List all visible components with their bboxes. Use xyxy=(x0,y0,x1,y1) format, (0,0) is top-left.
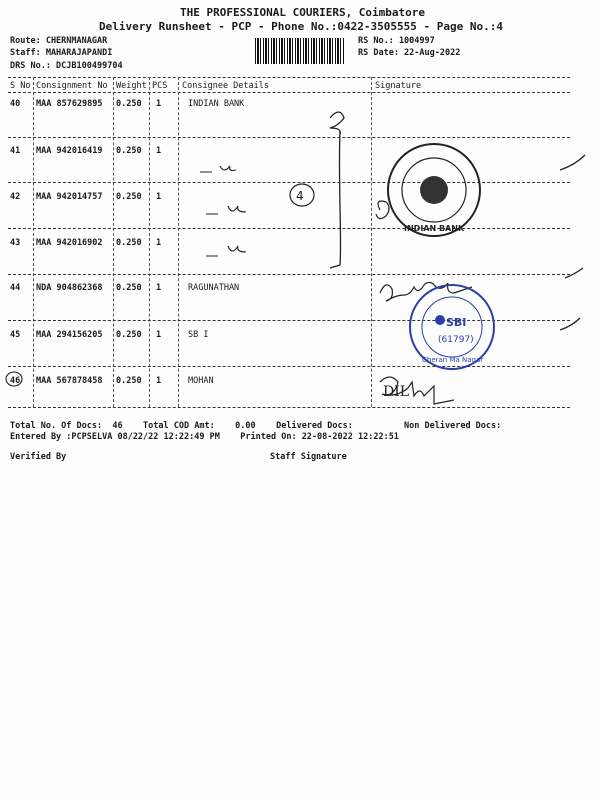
row-consignee: MOHAN xyxy=(188,376,214,386)
bank-stamp-text: INDIAN BANK xyxy=(404,224,465,233)
rs-number: RS No.: 1004997 xyxy=(358,36,435,46)
company-title: THE PROFESSIONAL COURIERS, Coimbatore xyxy=(180,6,426,19)
row-weight: 0.250 xyxy=(116,376,142,386)
tick-mark xyxy=(565,268,583,278)
row-sno: 41 xyxy=(10,146,21,156)
signature-scribble xyxy=(376,201,389,219)
row-pcs: 1 xyxy=(156,99,162,109)
row-sno: 46 xyxy=(10,376,21,386)
row-consignee: RAGUNATHAN xyxy=(188,283,240,293)
row-consignment: MAA 857629895 xyxy=(36,99,103,109)
row-consignment: MAA 942016419 xyxy=(36,146,103,156)
row-consignee: SB I xyxy=(188,330,209,340)
row-sno: 45 xyxy=(10,330,21,340)
drs-number: DRS No.: DCJB100499704 xyxy=(10,61,123,71)
staff-signature-label: Staff Signature xyxy=(270,452,347,462)
indian-bank-stamp xyxy=(388,144,480,236)
row-consignee: INDIAN BANK xyxy=(188,99,245,109)
row-weight: 0.250 xyxy=(116,99,142,109)
entered-by-line: Entered By :PCPSELVA 08/22/22 12:22:49 PM Printed On: 22-08-2022 12:22:51 xyxy=(10,432,399,442)
col-sno: S No xyxy=(10,81,31,91)
col-pcs: PCS xyxy=(152,81,168,91)
runsheet-title: Delivery Runsheet - PCP - Phone No.:0422-3505555 - Page No.:4 xyxy=(99,20,503,33)
row-weight: 0.250 xyxy=(116,192,142,202)
signature-scribble xyxy=(330,112,344,134)
row-weight: 0.250 xyxy=(116,283,142,293)
handwritten-dil: DIL xyxy=(383,384,410,400)
row-sno: 40 xyxy=(10,99,21,109)
col-consignee: Consignee Details xyxy=(182,81,269,91)
row-pcs: 1 xyxy=(156,238,162,248)
row-sno: 43 xyxy=(10,238,21,248)
rs-date: RS Date: 22-Aug-2022 xyxy=(358,48,461,58)
row-weight: 0.250 xyxy=(116,330,142,340)
tick-mark xyxy=(560,318,580,330)
dash-mark xyxy=(206,206,246,214)
row-sno: 42 xyxy=(10,192,21,202)
sbi-stamp xyxy=(410,285,494,369)
col-signature: Signature xyxy=(375,81,422,91)
row-consignment: MAA 942014757 xyxy=(36,192,103,202)
row-pcs: 1 xyxy=(156,330,162,340)
dash-mark xyxy=(206,246,246,256)
col-weight: Weight xyxy=(116,81,147,91)
route-label: Route: CHERNMANAGAR xyxy=(10,36,108,46)
sbi-stamp-branch: Cheran Ma Nagar xyxy=(422,356,484,364)
row-consignment: NDA 904862368 xyxy=(36,283,103,293)
row-pcs: 1 xyxy=(156,192,162,202)
verified-by-label: Verified By xyxy=(10,452,67,462)
sbi-stamp-code: (61797) xyxy=(438,335,474,345)
row-pcs: 1 xyxy=(156,283,162,293)
handwritten-circle-number: 4 xyxy=(296,189,304,203)
row-sno: 44 xyxy=(10,283,21,293)
row-weight: 0.250 xyxy=(116,146,142,156)
row-weight: 0.250 xyxy=(116,238,142,248)
row-pcs: 1 xyxy=(156,146,162,156)
dash-mark xyxy=(200,166,236,172)
col-consignment: Consignment No xyxy=(36,81,108,91)
staff-label: Staff: MAHARAJAPANDI xyxy=(10,48,113,58)
sbi-stamp-text: SBI xyxy=(446,316,467,329)
row-consignment: MAA 942016902 xyxy=(36,238,103,248)
row-consignment: MAA 294156205 xyxy=(36,330,103,340)
tick-mark xyxy=(560,155,585,170)
row-pcs: 1 xyxy=(156,376,162,386)
row-consignment: MAA 567878458 xyxy=(36,376,103,386)
sno-circle-mark xyxy=(6,372,22,386)
totals-line: Total No. Of Docs: 46 Total COD Amt: 0.00 Delivered Docs: Non Delivered Docs: xyxy=(10,421,502,431)
signature-bracket-line xyxy=(330,132,341,268)
